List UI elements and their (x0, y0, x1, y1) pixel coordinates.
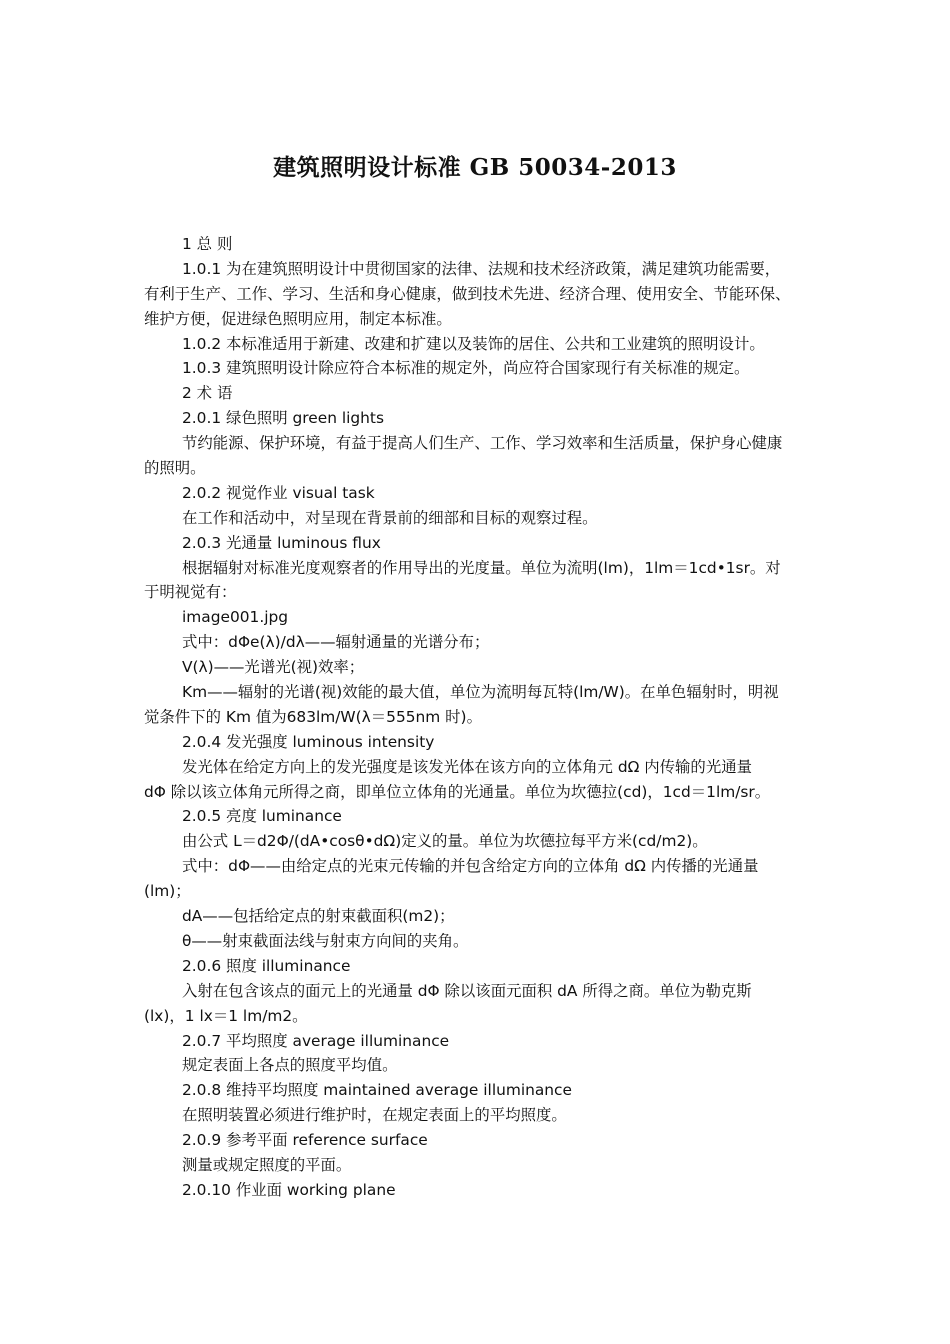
clause-text: 1.0.1 为在建筑照明设计中贯彻国家的法律、法规和技术经济政策，满足建筑功能需要， (182, 259, 781, 278)
term-heading: 2.0.3 光通量 luminous flux (182, 533, 381, 552)
document-title: 建筑照明设计标准 GB 50034-2013 (273, 154, 677, 181)
term-heading: 2.0.6 照度 illuminance (182, 956, 351, 975)
term-heading: 2.0.1 绿色照明 green lights (182, 409, 384, 428)
term-heading: 2.0.8 维持平均照度 maintained average illuminance (182, 1081, 572, 1100)
term-definition: 规定表面上各点的照度平均值。 (182, 1056, 398, 1075)
image-placeholder-text: image001.jpg (182, 608, 289, 627)
chapter-heading: 2 术 语 (182, 384, 233, 403)
term-definition: 的照明。 (144, 459, 206, 478)
term-definition: 在照明装置必须进行维护时，在规定表面上的平均照度。 (182, 1106, 567, 1125)
formula-note: (lm)； (144, 882, 191, 901)
formula-note: 式中：dΦe(λ)/dλ——辐射通量的光谱分布； (182, 633, 490, 652)
formula-note: V(λ)——光谱光(视)效率； (182, 658, 365, 677)
term-definition: 根据辐射对标准光度观察者的作用导出的光度量。单位为流明(lm)，1lm＝1cd•1sr。对 (182, 558, 781, 577)
term-heading: 2.0.5 亮度 luminance (182, 807, 342, 826)
term-definition: (lx)，1 lx＝1 lm/m2。 (144, 1006, 308, 1025)
term-definition: 节约能源、保护环境，有益于提高人们生产、工作、学习效率和生活质量，保护身心健康 (182, 434, 783, 453)
term-definition: 于明视觉有： (144, 583, 237, 602)
formula-note: Km——辐射的光谱(视)效能的最大值，单位为流明每瓦特(lm/W)。在单色辐射时，明视 (182, 683, 779, 702)
term-definition: dΦ 除以该立体角元所得之商，即单位立体角的光通量。单位为坎德拉(cd)，1cd＝1lm/sr。 (144, 782, 771, 801)
formula-note: θ——射束截面法线与射束方向间的夹角。 (182, 931, 469, 950)
clause-text: 1.0.3 建筑照明设计除应符合本标准的规定外，尚应符合国家现行有关标准的规定。 (182, 359, 750, 378)
term-definition: 发光体在给定方向上的发光强度是该发光体在该方向的立体角元 dΩ 内传输的光通量 (182, 757, 752, 776)
term-heading: 2.0.4 发光强度 luminous intensity (182, 732, 435, 751)
term-heading: 2.0.10 作业面 working plane (182, 1180, 396, 1199)
term-definition: 入射在包含该点的面元上的光通量 dΦ 除以该面元面积 dA 所得之商。单位为勒克斯 (182, 981, 752, 1000)
term-heading: 2.0.7 平均照度 average illuminance (182, 1031, 450, 1050)
term-definition: 由公式 L＝d2Φ/(dA•cosθ•dΩ)定义的量。单位为坎德拉每平方米(cd/m2)。 (182, 832, 708, 851)
clause-text: 有利于生产、工作、学习、生活和身心健康，做到技术先进、经济合理、使用安全、节能环保、 (144, 284, 791, 303)
document-body (144, 232, 812, 1203)
term-definition: 测量或规定照度的平面。 (182, 1155, 352, 1174)
term-definition: 在工作和活动中，对呈现在背景前的细部和目标的观察过程。 (182, 508, 598, 527)
clause-text: 1.0.2 本标准适用于新建、改建和扩建以及装饰的居住、公共和工业建筑的照明设计。 (182, 334, 765, 353)
chapter-heading: 1 总 则 (182, 235, 233, 253)
formula-note: 觉条件下的 Km 值为683lm/W(λ＝555nm 时)。 (144, 707, 482, 726)
term-heading: 2.0.2 视觉作业 visual task (182, 483, 375, 502)
term-heading: 2.0.9 参考平面 reference surface (182, 1131, 428, 1150)
clause-text: 维护方便，促进绿色照明应用，制定本标准。 (144, 309, 452, 328)
formula-note: 式中：dΦ——由给定点的光束元传输的并包含给定方向的立体角 dΩ 内传播的光通量 (182, 857, 759, 876)
formula-note: dA——包括给定点的射束截面积(m2)； (182, 907, 455, 926)
